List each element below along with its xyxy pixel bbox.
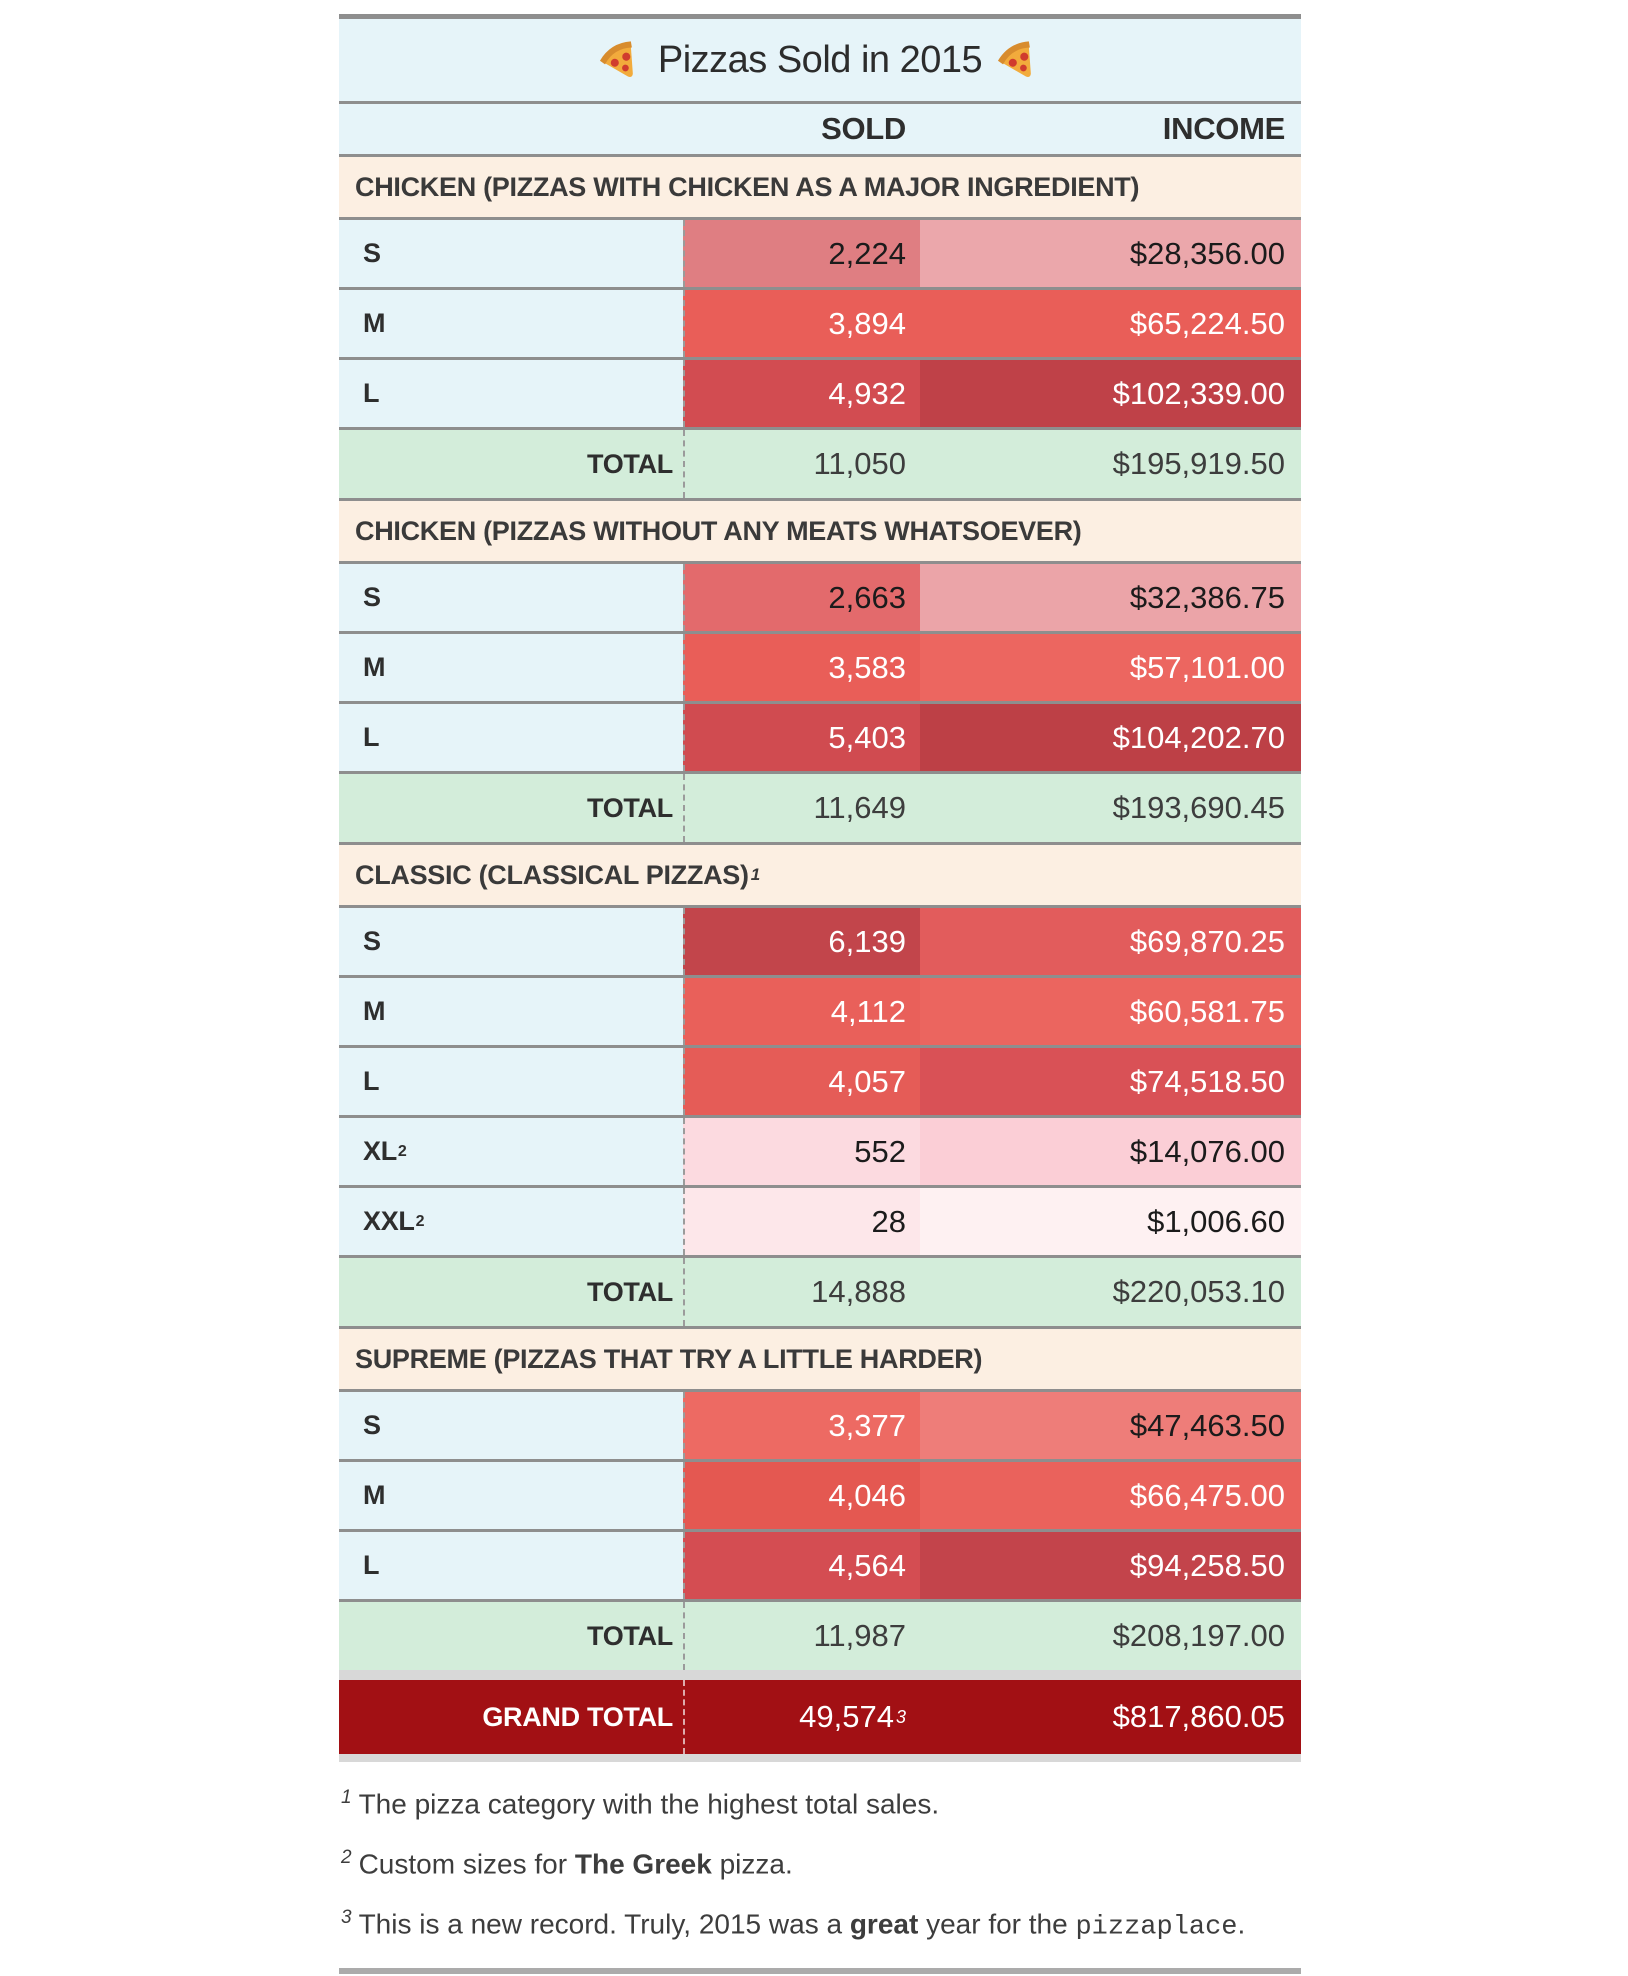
- total-label: TOTAL: [587, 448, 673, 479]
- size-text: L: [363, 1550, 380, 1580]
- column-header-row: [339, 101, 1301, 154]
- bottom-divider: [339, 1968, 1301, 1974]
- sold-cell: 4,046: [683, 1462, 920, 1529]
- footnote: $^3$ This is a new record. Truly, 2015 was a great year for the pizzaplace.: [341, 1907, 1246, 1943]
- category-label: CHICKEN (PIZZAS WITH CHICKEN AS A MAJOR INGREDIENT): [355, 171, 1140, 202]
- table-row: [339, 1045, 1301, 1115]
- footnote: $^1$ The pizza category with the highest total sales.: [341, 1787, 940, 1820]
- income-column-header: INCOME: [1162, 111, 1285, 146]
- category-header: [339, 842, 1301, 905]
- size-label: [339, 704, 683, 771]
- footnote-marker: 2: [341, 1847, 352, 1869]
- size-label: [339, 1048, 683, 1115]
- size-label: [339, 908, 683, 975]
- sold-cell: 4,932: [683, 360, 920, 427]
- sold-cell: 6,139: [683, 908, 920, 975]
- grand-total-sold-cell: 49,574 3: [683, 1680, 920, 1754]
- size-text: XL: [363, 1136, 397, 1166]
- total-sold-cell: 11,050: [683, 430, 920, 498]
- total-income-cell: $220,053.10: [1112, 1274, 1285, 1309]
- income-cell: $102,339.00: [920, 360, 1301, 427]
- size-text: S: [363, 926, 381, 956]
- page-title: Pizzas Sold in 2015: [657, 38, 983, 81]
- size-column-header: [339, 104, 683, 154]
- title-row: [339, 19, 1301, 101]
- grand-total-label: GRAND TOTAL: [482, 1701, 673, 1732]
- total-income-cell: $195,919.50: [1112, 446, 1285, 481]
- size-label: [339, 1462, 683, 1529]
- category-footnote-ref: 1: [750, 865, 760, 884]
- sold-cell: 4,564: [683, 1532, 920, 1599]
- category-header: [339, 1326, 1301, 1389]
- size-label: [339, 290, 683, 357]
- total-sold-cell: 11,649: [683, 774, 920, 842]
- size-label: [339, 220, 683, 287]
- total-row: [339, 1599, 1301, 1670]
- sold-cell: 4,112: [683, 978, 920, 1045]
- pizza-report: [339, 14, 1301, 1974]
- sold-cell: 28: [683, 1188, 920, 1255]
- table-row: [339, 1459, 1301, 1529]
- total-sold-cell: 11,987: [683, 1602, 920, 1670]
- size-label: [339, 564, 683, 631]
- sold-cell: 552: [683, 1118, 920, 1185]
- size-text: XXL: [363, 1206, 415, 1236]
- sold-cell: 2,224: [683, 220, 920, 287]
- income-cell: $69,870.25: [920, 908, 1301, 975]
- category-label: CLASSIC (CLASSICAL PIZZAS): [355, 859, 749, 890]
- size-text: S: [363, 1410, 381, 1440]
- income-cell: $94,258.50: [920, 1532, 1301, 1599]
- sold-cell: 3,377: [683, 1392, 920, 1459]
- size-label: [339, 1392, 683, 1459]
- size-text: M: [363, 652, 386, 682]
- size-label: [339, 978, 683, 1045]
- table-row: [339, 287, 1301, 357]
- footnotes: [339, 1788, 1301, 1943]
- sold-cell: 5,403: [683, 704, 920, 771]
- footnote-marker: 1: [341, 1787, 352, 1808]
- size-label: XXL 2: [339, 1188, 683, 1255]
- income-cell: $60,581.75: [920, 978, 1301, 1045]
- footnote: $^2$ Custom sizes for The Greek pizza.: [341, 1847, 793, 1880]
- table-row: [339, 561, 1301, 631]
- income-cell: $104,202.70: [920, 704, 1301, 771]
- size-label: [339, 634, 683, 701]
- table-row: [339, 1389, 1301, 1459]
- income-cell: $74,518.50: [920, 1048, 1301, 1115]
- sold-cell: 4,057: [683, 1048, 920, 1115]
- total-sold-cell: 14,888: [683, 1258, 920, 1326]
- size-label: [339, 1532, 683, 1599]
- size-text: M: [363, 1480, 386, 1510]
- size-text: M: [363, 308, 386, 338]
- table-row: [339, 357, 1301, 427]
- income-cell: $65,224.50: [920, 290, 1301, 357]
- table-row: [339, 905, 1301, 975]
- category-label: CHICKEN (PIZZAS WITHOUT ANY MEATS WHATSOEVER): [355, 515, 1082, 546]
- category-label: SUPREME (PIZZAS THAT TRY A LITTLE HARDER): [355, 1343, 983, 1374]
- size-label: [339, 360, 683, 427]
- sold-cell: 3,583: [683, 634, 920, 701]
- total-label: TOTAL: [587, 1276, 673, 1307]
- size-text: S: [363, 238, 381, 268]
- income-cell: $32,386.75: [920, 564, 1301, 631]
- size-text: L: [363, 722, 380, 752]
- total-row: [339, 427, 1301, 498]
- size-text: M: [363, 996, 386, 1026]
- table-row: [339, 217, 1301, 287]
- income-cell: $47,463.50: [920, 1392, 1301, 1459]
- income-cell: $14,076.00: [920, 1118, 1301, 1185]
- total-row: [339, 771, 1301, 842]
- table-row: [339, 701, 1301, 771]
- sold-column-header: SOLD: [821, 111, 906, 146]
- income-cell: $57,101.00: [920, 634, 1301, 701]
- pizza-icon: [598, 37, 644, 83]
- size-text: L: [363, 1066, 380, 1096]
- total-label: TOTAL: [587, 792, 673, 823]
- income-cell: $66,475.00: [920, 1462, 1301, 1529]
- grand-total-row: [339, 1680, 1301, 1754]
- table-row: [339, 1115, 1301, 1185]
- grand-total-sold: 49,574: [799, 1699, 894, 1734]
- table-row: [339, 631, 1301, 701]
- sold-cell: 3,894: [683, 290, 920, 357]
- category-header: [339, 154, 1301, 217]
- total-label: TOTAL: [587, 1620, 673, 1651]
- total-row: [339, 1255, 1301, 1326]
- divider: [339, 1670, 1301, 1680]
- size-text: S: [363, 582, 381, 612]
- income-cell: $28,356.00: [920, 220, 1301, 287]
- total-income-cell: $208,197.00: [1112, 1618, 1285, 1653]
- income-cell: $1,006.60: [920, 1188, 1301, 1255]
- pizza-icon: [996, 37, 1042, 83]
- total-income-cell: $193,690.45: [1112, 790, 1285, 825]
- size-text: L: [363, 378, 380, 408]
- footnote-marker: 3: [341, 1907, 352, 1929]
- table-row: [339, 975, 1301, 1045]
- divider: [339, 1754, 1301, 1762]
- table-row: [339, 1529, 1301, 1599]
- table-row: [339, 1185, 1301, 1255]
- grand-total-income-cell: $817,860.05: [1112, 1699, 1285, 1734]
- category-header: [339, 498, 1301, 561]
- sold-cell: 2,663: [683, 564, 920, 631]
- size-label: XL 2: [339, 1118, 683, 1185]
